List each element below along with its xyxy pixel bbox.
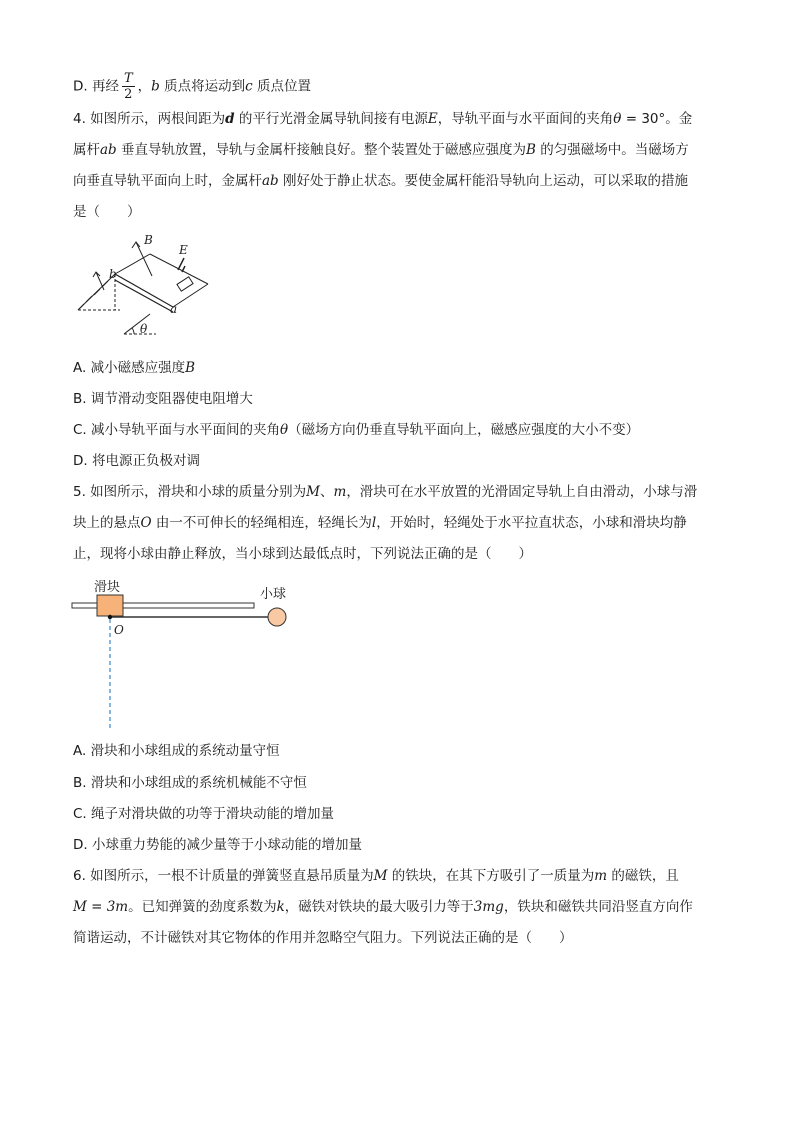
q4-option-d: D. 将电源正负极对调 (73, 453, 200, 469)
q5-stem-line-3: 止，现将小球由静止释放，当小球到达最低点时，下列说法正确的是（ ） (73, 546, 532, 562)
slider-block (97, 595, 123, 616)
pivot-point-o (108, 615, 112, 619)
q4-stem-line-2: 属杆ab 垂直导轨放置，导轨与金属杆接触良好。整个装置处于磁感应强度为B 的匀强磁场中。当磁场方 (73, 142, 689, 158)
q4-stem-line-3: 向垂直导轨平面向上时，金属杆ab 刚好处于静止状态。要使金属杆能沿导轨向上运动，可以采取的措施 (73, 173, 688, 189)
label-a: a (170, 302, 178, 316)
q5-option-d: D. 小球重力势能的减少量等于小球动能的增加量 (73, 837, 362, 853)
rail-front (173, 284, 208, 307)
rail-back (115, 254, 150, 274)
rail-lower-left-2 (115, 280, 173, 312)
q4-stem-line-4: 是（ ） (73, 204, 141, 220)
q4-option-c: C. 减小导轨平面与水平面间的夹角θ（磁场方向仍垂直导轨平面向上，磁感应强度的大小不变） (73, 422, 640, 438)
q4-stem-line-1: 4. 如图所示，两根间距为d 的平行光滑金属导轨间接有电源E，导轨平面与水平面间的夹角θ = 30°。金 (73, 111, 693, 127)
label-ball: 小球 (260, 587, 287, 602)
label-slider: 滑块 (94, 580, 121, 595)
normal-arrow (96, 272, 104, 290)
q5-figure-slider-ball (70, 578, 300, 738)
q4-figure-inclined-rails (70, 232, 220, 340)
label-E: E (179, 243, 188, 257)
q4-option-a: A. 减小磁感应强度B (73, 360, 196, 376)
q5-option-c: C. 绳子对滑块做的功等于滑块动能的增加量 (73, 806, 335, 822)
q5-option-a: A. 滑块和小球组成的系统动量守恒 (73, 743, 280, 759)
label-B: B (144, 233, 153, 247)
magnetic-field-arrow (136, 242, 152, 276)
q6-stem-line-3: 简谐运动，不计磁铁对其它物体的作用并忽略空气阻力。下列说法正确的是（ ） (73, 930, 573, 946)
label-o: O (114, 623, 124, 637)
rheostat (177, 277, 193, 291)
q5-stem-line-2: 块上的悬点O 由一不可伸长的轻绳相连，轻绳长为l，开始时，轻绳处于水平拉直状态，小球和滑块均静 (73, 515, 687, 531)
small-ball (268, 608, 286, 626)
q4-option-b: B. 调节滑动变阻器使电阻增大 (73, 391, 253, 407)
rail-lower-left (115, 274, 173, 307)
q5-option-b: B. 滑块和小球组成的系统机械能不守恒 (73, 775, 307, 791)
label-theta: θ (140, 322, 148, 336)
q6-stem-line-1: 6. 如图所示，一根不计质量的弹簧竖直悬吊质量为M 的铁块，在其下方吸引了一质量为m 的磁铁，且 (73, 868, 679, 884)
q6-stem-line-2: M = 3m。已知弹簧的劲度系数为k，磁铁对铁块的最大吸引力等于3mg，铁块和磁铁共同沿竖直方向作 (73, 899, 693, 915)
q3-option-d: D. 再经 $\frac{T}{2}$ ，b 质点将运动到c 质点位置 (73, 71, 311, 102)
q5-stem-line-1: 5. 如图所示，滑块和小球的质量分别为M、m，滑块可在水平放置的光滑固定导轨上自由滑动，小球与滑 (73, 484, 698, 500)
fraction-t-over-2: $\frac{T}{2}$ (123, 71, 133, 102)
label-b: b (109, 267, 117, 281)
